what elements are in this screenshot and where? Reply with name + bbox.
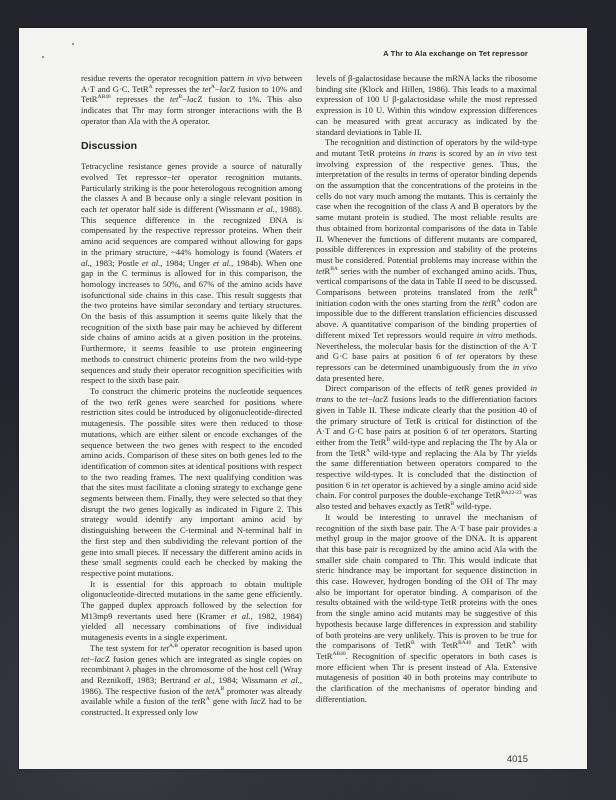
right-column — [316, 73, 537, 704]
paragraph: It would be interesting to unravel the mechanism of recognition of the sixth base pair. The A·T base pair provides a methyl group in the major groove of the DNA. It is apparent that this base pair is recognized by the amino acid Ala with the smaller side chain compared to Thr. This would indicate that steric hindrance may be important for sequence distinction in this case. However, hydrogen bonding of the OH of Thr may also be important for operator binding. A comparison of the results obtained with the wild-type TetR proteins with the ones from the single amino acid mutants may be suggestive of this hypothesis because large differences in expression and stability of both proteins are very unlikely. This is proven to be true for the comparisons of TetR$^B$ with TetR$^{BA40}$ and TetR$^A$ with TetR$^{AB40}$. Recognition of specific operators in both cases is more efficient when Thr is present instead of Ala. Extensive mutagenesis of position 40 in both proteins may contribute to the clarification of the mechanisms of operator binding and differentiation. — [316, 511, 537, 704]
paragraph: Direct comparison of the effects of tetR genes provided in trans to the tet−lacZ fusions leads to the differentiation factors given in Table II. These indicate clearly that the position 40 of the primary structure of TetR is critical for distinction of the A·T and G·C base pairs at position 6 of tet operators. Starting either from the TetR$^B$ wild-type and replacing the Thr by Ala or from the TetR$^A$ wild-type and replacing the Ala by Thr yields the same differentiation between operators compared to the respective wild-types. It is concluded that the distinction of position 6 in tet operator is achieved by a single amino acid side chain. For control purposes the double-exchange TetR$^{BA22-23}$ was also tested and behaves exactly as TetR$^B$ wild-type. — [316, 383, 538, 512]
journal-page — [19, 28, 587, 769]
paragraph: To construct the chimeric proteins the nucleotide sequences of the two tetR genes were searched for positions where restriction sites could be introduced by oligonucleotide-directed mutagenesis. The possible sites were then reduced to those mutations, which are either silent or encode exchanges of the sequence between the two genes with respect to the encoded amino acids. Comparison of these sites on both genes led to the identification of common sites at identical positions with respect to the two reading frames. The next qualifying condition was that the sites must facilitate a cloning strategy to exchange gene segments between them. Finally, they were selected so that they disrupt the two genes logically as indicated in Figure 2. This strategy would identify any important amino acid by distinguishing between the C-terminal and N-terminal half in the first step and then subdividing the relevant portion of the gene into small pieces. If necessary the different amino acids in these small segments could each be checked by making the respective point mutations. — [81, 385, 302, 578]
section-heading: Discussion — [81, 139, 138, 152]
paragraph: It is essential for this approach to obtain multiple oligonucleotide-directed mutations in the same gene efficiently. The gapped duplex approach followed by the selection for M13mp9 revertants used here (Kramer et al., 1982, 1984) yielded all necessary combinations of five individual mutagenesis events in a single experiment. — [81, 578, 302, 643]
paragraph: levels of β-galactosidase because the mRNA lacks the ribosome binding site (Klock and Hillen, 1986). This leads to a maximal expression of 100 U β-galactosidase while the most repressed expression is 10 U. Within this window expression differences can be measured with great accuracy as indicated by the standard deviations in Table II. — [316, 73, 537, 137]
continued-paragraph: residue reverts the operator recognition pattern in vivo between A·T and G·C. TetR$^A$ represses the tet$^A$−lacZ fusion to 10% and TetR$^{AB40}$ represses the tet$^B$−lacZ fusion to 1%. This also indicates that Thr may form stronger interactions with the B operator than Ala with the A operator. — [81, 73, 302, 126]
left-column — [81, 73, 302, 718]
dust-speck — [72, 43, 74, 45]
page-number: 4015 — [506, 754, 528, 765]
paragraph: The test system for tet$^{A,B}$ operator recognition is based upon tet−lacZ fusion genes which are integrated as single copies on recombinant λ phages in the chromosome of the host cell (Wray and Reznikoff, 1983; Bertrand et al., 1984; Wissmann et al., 1986). The respective fusion of the tetA$^B$ promoter was already available while a fusion of the tetR$^A$ gene with lacZ had to be constructed. It expressed only low — [81, 642, 302, 718]
dust-speck — [42, 56, 44, 58]
paragraph: The recognition and distinction of operators by the wild-type and mutant TetR proteins in trans is scored by an in vivo test involving expression of the respective genes. Thus, the interpretation of the results in terms of operator binding depends on the assumption that the concentrations of the proteins in the cells do not vary much among the mutants. This is certainly the case when the recognition of the class A and B operators by the same mutant protein is studied. The most reliable results are thus obtained from horizontal comparisons of the data in Table II. Whenever the functions of different mutants are compared, possible differences in expression and stability of the proteins must be considered. Potential problems may increase within the tetR$^{BA}$ series with the number of exchanged amino acids. Thus, vertical comparisons of the data in Table II need to be discussed. Comparisons between proteins translated from the tetR$^B$ initiation codon with the ones starting from the tetR$^A$ codon are impossible due to the different translation efficiencies discussed above. A quantitative comparison of the binding properties of different mixed Tet repressors would require in vitro methods. Nevertheless, the molecular basis for the distinction of the A·T and G·C base pairs at position 6 of tet operators by these repressors can be determined unambiguously from the in vivo data presented here. — [316, 137, 537, 383]
running-head: A Thr to Ala exchange on Tet repressor — [383, 49, 528, 58]
paragraph: Tetracycline resistance genes provide a source of naturally evolved Tet repressor−tet operator recognition mutants. Particularly striking is the poor heterologous recognition among the classes A and B because only a single relevant position in each tet operator half side is different (Wissmann et al., 1988). This sequence difference in the recognized DNA is compensated by the respective repressor proteins. When their amino acid sequences are compared without allowing for gaps in the primary structure, ~44% homology is found (Waters et al., 1983; Postle et al., 1984; Unger et al., 1984b). When one gap in the C terminus is allowed for in this comparison, the homology increases to 50%, and 67% of the amino acids have isofunctional side chains in this case. This result suggests that the two proteins have similar secondary and tertiary structures. On the basis of this assumption it seems quite likely that the recognition of the sixth base pair may be achieved by different side chains of amino acids at a given position in the proteins. Furthermore, it seems feasible to use protein engineering methods to construct chimeric proteins from the two wild-type sequences and study their operator recognition specificities with respect to the sixth base pair. — [81, 161, 303, 386]
